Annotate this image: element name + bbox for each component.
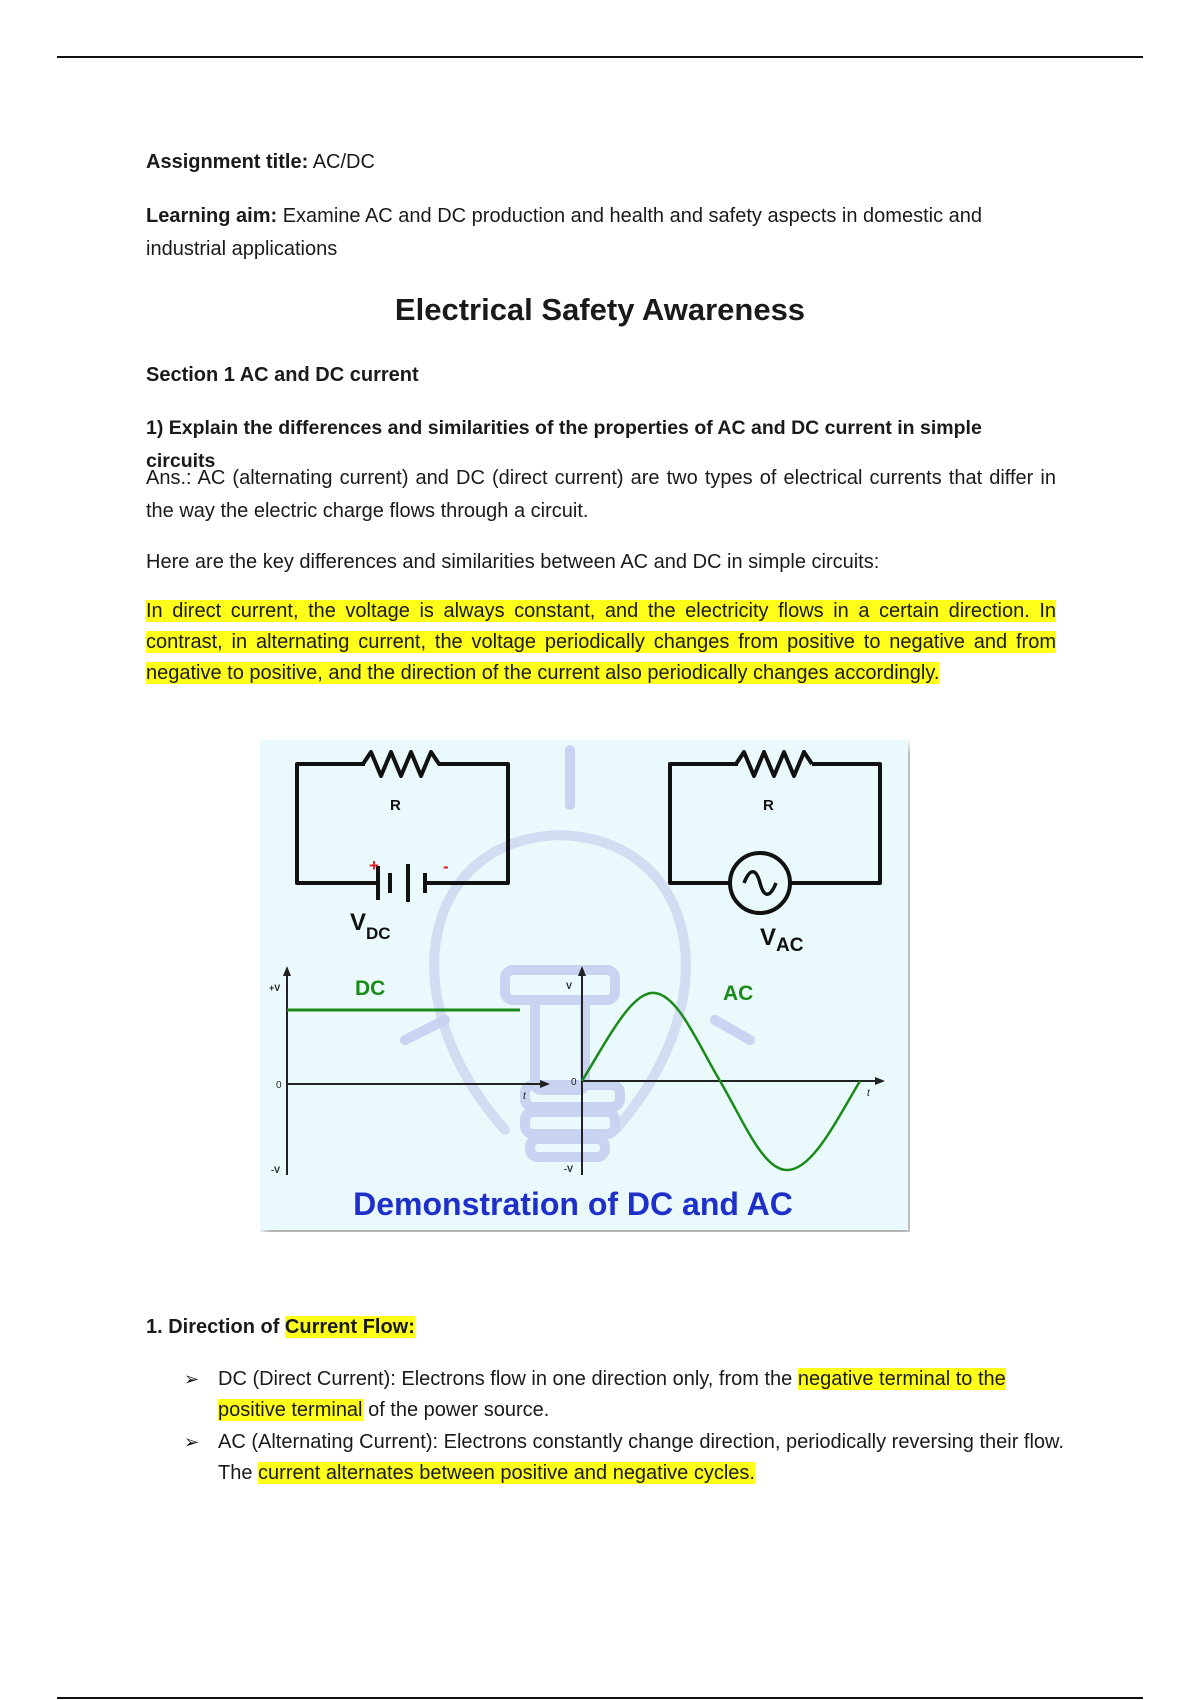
section-heading: Section 1 AC and DC current xyxy=(146,364,419,386)
vdc-label: $V_{DC}$ xyxy=(350,909,391,943)
page-title: Electrical Safety Awareness xyxy=(394,292,806,327)
bottom-rule xyxy=(57,1697,1143,1699)
dc-graph-label: DC xyxy=(355,977,386,1000)
arrow-bullet-icon: ➢ xyxy=(184,1432,200,1452)
learning-aim xyxy=(146,200,1056,266)
ac-graph-label: AC xyxy=(723,982,754,1005)
assignment-title-value: AC/DC xyxy=(312,151,375,173)
dc-axis-zero: 0 xyxy=(276,1080,282,1091)
direction-heading-highlight: Current Flow: xyxy=(284,1316,415,1338)
answer-wrap xyxy=(146,462,1056,528)
ac-axis-t: t xyxy=(867,1088,870,1099)
answer-paragraph: Ans.: AC (alternating current) and DC (direct current) are two types of electrical currents that differ in the way the electric charge flows through a circuit. xyxy=(146,467,1056,522)
assignment-title-line xyxy=(146,146,1056,179)
dc-axis-minus-v: -V xyxy=(271,1165,280,1175)
learning-aim-label: Learning aim: xyxy=(146,205,278,227)
vac-label: $V_{AC}$ xyxy=(760,924,804,956)
arrow-bullet-icon: ➢ xyxy=(184,1369,200,1389)
ac-axis-v: V xyxy=(566,981,573,991)
assignment-title-label: Assignment title: xyxy=(146,151,309,173)
dc-ac-figure xyxy=(260,740,910,1232)
section-heading-wrap xyxy=(146,359,1056,392)
intro-paragraph: Here are the key differences and similarities between AC and DC in simple circuits: xyxy=(146,551,880,573)
top-rule xyxy=(57,56,1143,58)
battery-minus-sign: - xyxy=(443,857,449,876)
ac-axis-zero: 0 xyxy=(571,1077,577,1088)
ac-axis-minus-v: -V xyxy=(564,1164,573,1174)
figure-svg xyxy=(260,740,910,1232)
direction-heading-wrap xyxy=(146,1311,1056,1344)
dc-resistor-label: R xyxy=(390,797,401,814)
learning-aim-value: Examine AC and DC production and health and safety aspects in domestic and industrial applications xyxy=(146,205,983,260)
highlighted-wrap xyxy=(146,596,1056,689)
list-item: ➢ AC (Alternating Current): Electrons constantly change direction, periodically reversing their flow. The current alternates between positive and negative cycles. xyxy=(146,1427,1066,1489)
direction-bullets xyxy=(146,1364,1066,1490)
ac-resistor-label: R xyxy=(763,797,774,814)
figure-caption: Demonstration of DC and AC xyxy=(353,1186,793,1222)
direction-heading-text: 1. Direction of xyxy=(146,1316,285,1338)
dc-axis-t: t xyxy=(523,1091,526,1102)
battery-plus-sign: + xyxy=(369,856,379,875)
highlighted-paragraph: In direct current, the voltage is always constant, and the electricity flows in a certain direction. In contrast, in alternating current, the voltage periodically changes from positive to negative and from negative to positive, and the direction of the current also periodically changes accordingly. xyxy=(146,600,1056,684)
question-heading: 1) Explain the differences and similarities of the properties of AC and DC current in simple circuits xyxy=(146,417,982,472)
dc-axis-plus-v: +V xyxy=(269,983,281,993)
list-item: ➢ DC (Direct Current): Electrons flow in one direction only, from the negative terminal to the positive terminal of the power source. xyxy=(146,1364,1066,1426)
intro-wrap xyxy=(146,546,1056,579)
